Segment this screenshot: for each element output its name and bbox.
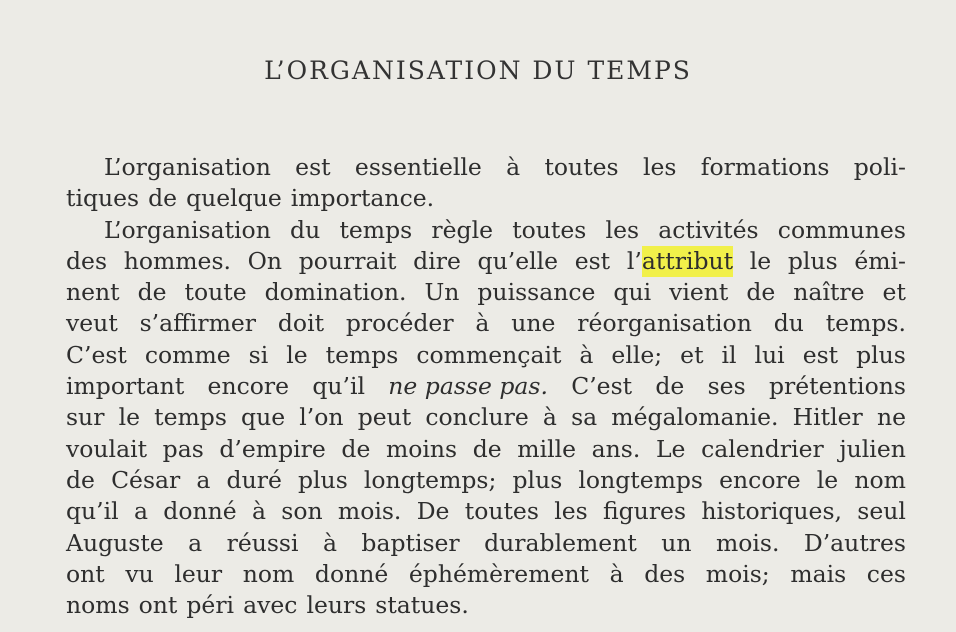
- word: des: [66, 246, 108, 275]
- word: a: [133, 497, 148, 526]
- word: réorganisation: [577, 309, 752, 338]
- word: ans.: [591, 434, 641, 463]
- word: elle;: [611, 340, 663, 369]
- word: longtemps;: [363, 465, 497, 494]
- word: d’empire: [219, 434, 326, 463]
- text-line: [66, 528, 906, 559]
- word: ses: [707, 372, 746, 401]
- word: moins: [385, 434, 458, 463]
- text-line: [66, 402, 906, 433]
- text-line: [66, 183, 906, 214]
- word: importance.: [290, 184, 435, 213]
- word: César: [111, 465, 181, 494]
- word: avec: [243, 591, 298, 620]
- word: mois.: [715, 528, 780, 557]
- word: de: [148, 184, 178, 213]
- word: mois;: [705, 559, 770, 588]
- word: du: [290, 215, 321, 244]
- text-line: [66, 371, 906, 402]
- word: noms: [66, 591, 130, 620]
- word: à: [475, 309, 490, 338]
- word: sa: [571, 403, 598, 432]
- word: temps: [339, 215, 413, 244]
- word: julien: [839, 434, 906, 463]
- word: poli-: [853, 153, 906, 181]
- word: qui: [613, 278, 652, 307]
- word: à: [542, 403, 557, 432]
- word: que: [241, 403, 286, 432]
- word: le: [118, 403, 141, 432]
- word: historiques,: [701, 497, 842, 526]
- word: péri: [186, 591, 235, 620]
- word: durablement: [484, 528, 637, 557]
- word: comme: [144, 340, 231, 369]
- word: les: [554, 497, 588, 526]
- word: voulait: [66, 434, 148, 463]
- word: de: [655, 372, 685, 401]
- text-line: [66, 590, 906, 621]
- word: il: [721, 340, 737, 369]
- text-line: [66, 434, 906, 465]
- word: temps.: [825, 309, 906, 338]
- word: naître: [793, 278, 865, 307]
- word: l’on: [299, 403, 344, 432]
- word: toute: [184, 278, 247, 307]
- word: duré: [226, 465, 282, 494]
- word: le: [816, 465, 839, 494]
- word: [627, 246, 733, 277]
- word: des: [644, 559, 686, 588]
- word: D’autres: [803, 528, 906, 557]
- word: mois.: [337, 497, 402, 526]
- word: sur: [66, 403, 105, 432]
- word: un: [661, 528, 692, 557]
- word: à: [322, 528, 337, 557]
- word: Auguste: [66, 528, 164, 557]
- word: de: [746, 278, 776, 307]
- word: à: [506, 153, 521, 181]
- word: qu’elle: [477, 246, 559, 275]
- word: hommes.: [123, 246, 231, 275]
- word: tiques: [66, 184, 140, 213]
- word: à: [579, 340, 594, 369]
- word: a: [196, 465, 211, 494]
- word: essentielle: [354, 153, 482, 181]
- word: est: [802, 340, 839, 369]
- word: plus: [512, 465, 563, 494]
- word: le: [749, 246, 772, 275]
- word: conclure: [425, 403, 529, 432]
- word: statues.: [375, 591, 469, 620]
- word: plus: [298, 465, 348, 494]
- word: mais: [790, 559, 847, 588]
- word: et: [680, 340, 704, 369]
- word: pas: [162, 434, 204, 463]
- text-line: [66, 308, 906, 339]
- word: mégalomanie.: [611, 403, 779, 432]
- word: encore: [207, 372, 290, 401]
- word: quelque: [186, 184, 282, 213]
- word: son: [281, 497, 323, 526]
- word: puissance: [477, 278, 596, 307]
- word: a: [188, 528, 203, 557]
- word: leur: [174, 559, 223, 588]
- word: procéder: [345, 309, 454, 338]
- text-line: [66, 340, 906, 371]
- word: baptiser: [361, 528, 460, 557]
- word: nent: [66, 278, 120, 307]
- word: plus: [787, 246, 838, 275]
- text-line: [66, 559, 906, 590]
- word: peut: [357, 403, 412, 432]
- word: émi-: [854, 246, 906, 275]
- word: qu’il: [66, 497, 119, 526]
- italic-phrase: ne passe pas.: [388, 372, 548, 401]
- word: longtemps: [578, 465, 703, 494]
- word: L’organisation: [104, 215, 271, 244]
- word: de: [472, 434, 502, 463]
- word: de: [66, 465, 95, 494]
- body-text: [66, 152, 906, 621]
- word: doit: [277, 309, 325, 338]
- word: Hitler: [792, 403, 863, 432]
- word: si: [248, 340, 269, 369]
- word: Le: [655, 434, 686, 463]
- word: commençait: [416, 340, 562, 369]
- word: à: [609, 559, 624, 588]
- word: toutes: [544, 153, 619, 181]
- word: une: [511, 309, 556, 338]
- word: calendrier: [701, 434, 824, 463]
- word: dire: [413, 246, 461, 275]
- word: vient: [669, 278, 729, 307]
- word: veut: [66, 309, 118, 338]
- word: ces: [866, 559, 906, 588]
- word: de: [341, 434, 371, 463]
- word: les: [642, 153, 677, 181]
- word: important: [66, 372, 185, 401]
- word: donné: [314, 559, 389, 588]
- word: Un: [424, 278, 460, 307]
- word: communes: [777, 215, 906, 244]
- word: nom: [854, 465, 906, 494]
- word: On: [247, 246, 283, 275]
- word: le: [286, 340, 308, 369]
- word: de: [137, 278, 167, 307]
- word: mille: [517, 434, 577, 463]
- text-line: [66, 246, 906, 277]
- word: donné: [163, 497, 237, 526]
- word: qu’il: [312, 372, 366, 401]
- text-line: [66, 465, 906, 496]
- text-line: [66, 496, 906, 527]
- word: L’organisation: [104, 153, 271, 181]
- word: domination.: [264, 278, 407, 307]
- word: est: [295, 153, 331, 181]
- word: s’affirmer: [139, 309, 257, 338]
- word: est: [574, 246, 611, 275]
- word: règle: [431, 215, 493, 244]
- word: C’est: [571, 372, 633, 401]
- word: pourrait: [298, 246, 397, 275]
- word-prefix: l’: [626, 246, 642, 275]
- text-line: [66, 277, 906, 308]
- word: encore: [719, 465, 801, 494]
- word: seul: [857, 497, 906, 526]
- word: les: [605, 215, 640, 244]
- text-line: [66, 152, 906, 183]
- highlighted-word: attribut: [642, 246, 733, 277]
- word: plus: [856, 340, 906, 369]
- word: du: [773, 309, 804, 338]
- chapter-title: L’ORGANISATION DU TEMPS: [264, 56, 692, 85]
- word: nom: [242, 559, 295, 588]
- word: formations: [700, 153, 830, 181]
- word: activités: [658, 215, 759, 244]
- text-line: [66, 215, 906, 246]
- word: figures: [602, 497, 687, 526]
- word: prétentions: [768, 372, 906, 401]
- word: ont: [66, 559, 105, 588]
- word: lui: [754, 340, 785, 369]
- word: vu: [125, 559, 154, 588]
- word: ont: [138, 591, 178, 620]
- word: réussi: [226, 528, 299, 557]
- word: et: [882, 278, 906, 307]
- word: C’est: [66, 340, 127, 369]
- word: toutes: [512, 215, 587, 244]
- word: temps: [154, 403, 227, 432]
- word: toutes: [464, 497, 539, 526]
- word: temps: [325, 340, 399, 369]
- word: leurs: [306, 591, 367, 620]
- word: à: [251, 497, 266, 526]
- word: ne: [876, 403, 906, 432]
- word: éphémèrement: [408, 559, 589, 588]
- word: De: [416, 497, 450, 526]
